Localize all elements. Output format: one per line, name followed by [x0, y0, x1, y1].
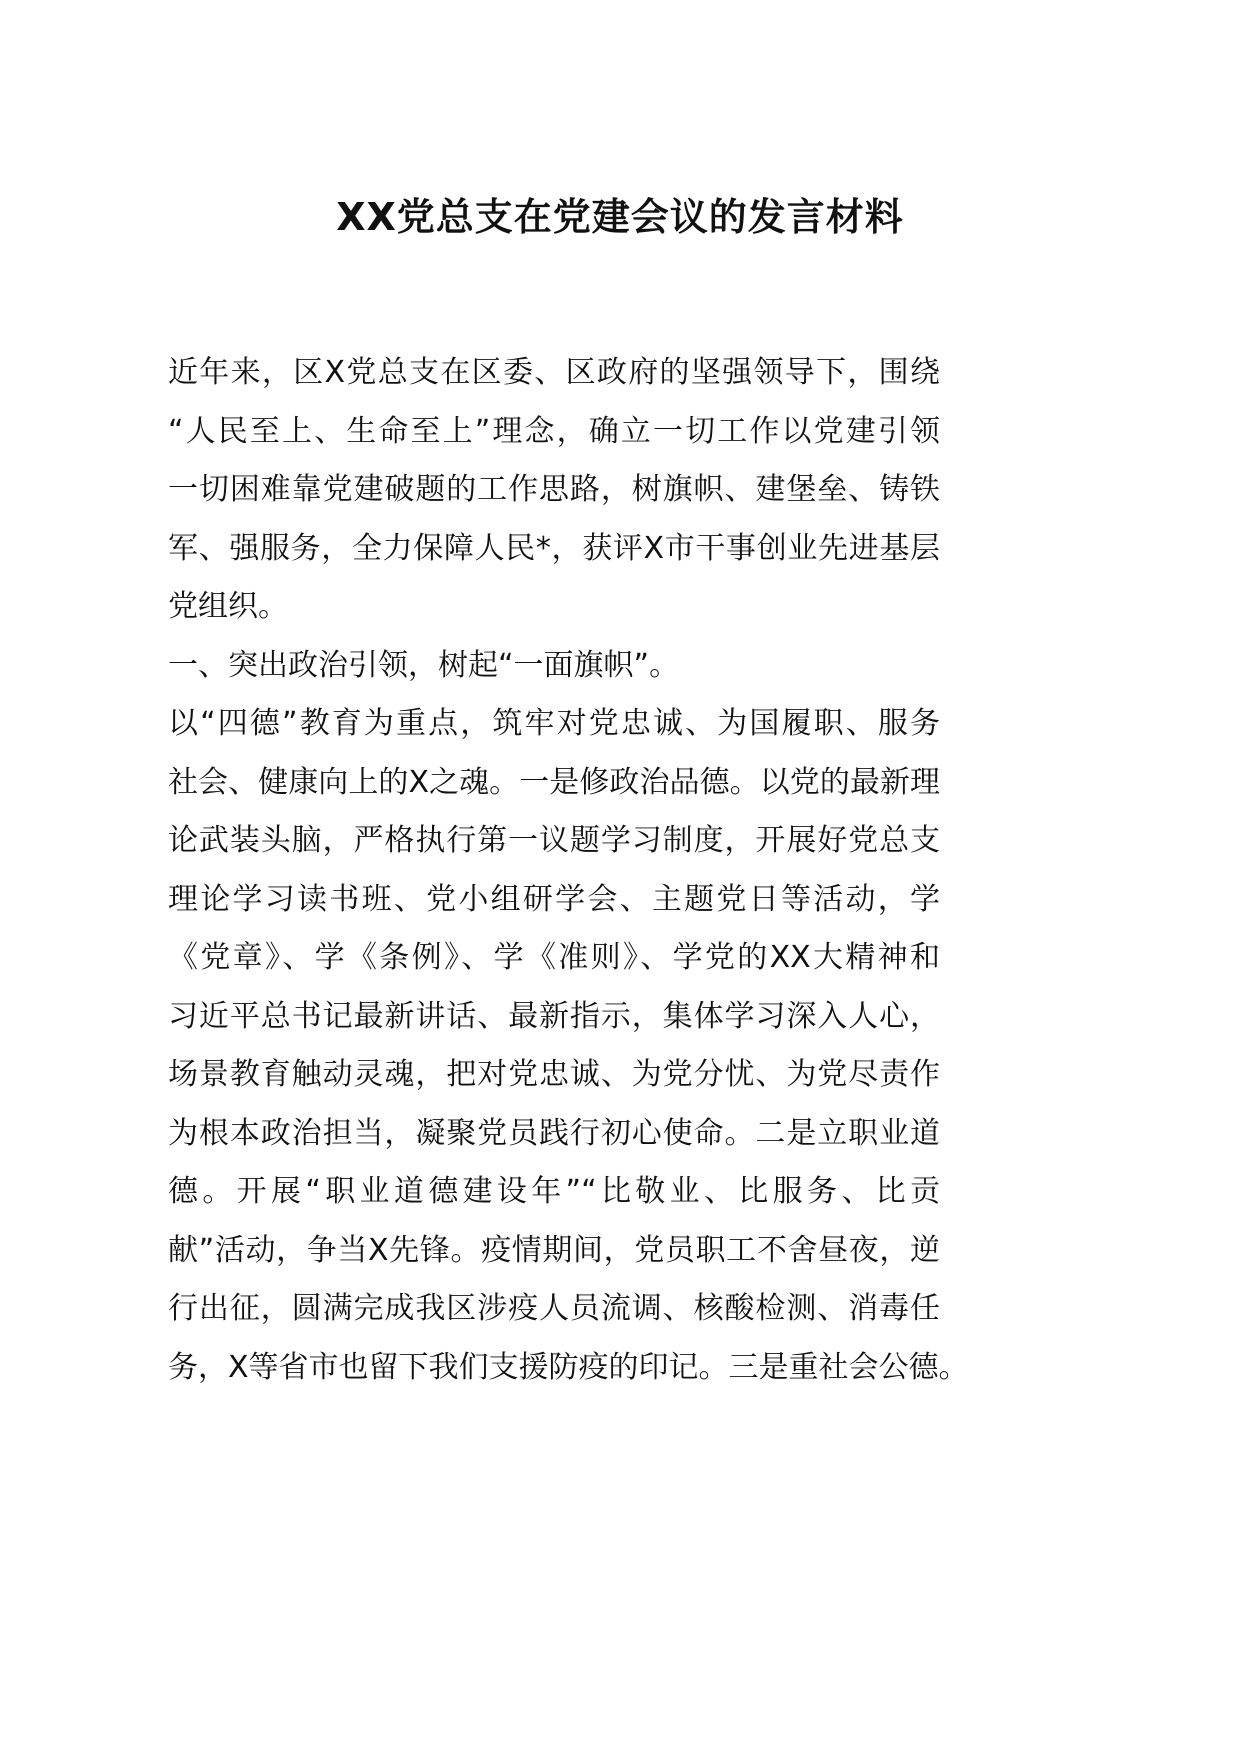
text-line: 社会、健康向上的X之魂。一是修政治品德。以党的最新理: [168, 764, 940, 800]
text-line: 论武装头脑，严格执行第一议题学习制度，开展好党总支: [168, 823, 940, 858]
text-line: 近年来，区X党总支在区委、区政府的坚强领导下，围绕: [168, 355, 940, 390]
text-line: 一切困难靠党建破题的工作思路，树旗帜、建堡垒、铸铁: [168, 472, 940, 507]
text-line: 行出征，圆满完成我区涉疫人员流调、核酸检测、消毒任: [168, 1291, 940, 1326]
text-line: 《党章》、学《条例》、学《准则》、学党的XX大精神和: [168, 940, 940, 975]
text-line: 场景教育触动灵魂，把对党忠诚、为党分忧、为党尽责作: [168, 1057, 940, 1092]
text-line: 德。开展“职业道德建设年”“比敬业、比服务、比贡: [168, 1174, 940, 1209]
section-heading: 一、突出政治引领，树起“一面旗帜”。: [168, 647, 680, 683]
text-line: 党组织。: [168, 589, 288, 624]
text-line: 军、强服务，全力保障人民*，获评X市干事创业先进基层: [168, 530, 940, 566]
text-line: 以“四德”教育为重点，筑牢对党忠诚、为国履职、服务: [168, 706, 940, 741]
document-title: XX党总支在党建会议的发言材料: [336, 195, 904, 239]
text-line: 务，X等省市也留下我们支援防疫的印记。三是重社会公德。: [168, 1349, 969, 1385]
text-line: “人民至上、生命至上”理念，确立一切工作以党建引领: [168, 413, 940, 449]
document-body: [168, 350, 969, 1403]
text-line: 献”活动，争当X先锋。疫情期间，党员职工不舍昼夜，逆: [168, 1232, 940, 1268]
text-line: 习近平总书记最新讲话、最新指示，集体学习深入人心，: [168, 998, 940, 1034]
text-line: 为根本政治担当，凝聚党员践行初心使命。二是立职业道: [168, 1115, 940, 1151]
text-line: 理论学习读书班、党小组研学会、主题党日等活动，学: [168, 881, 940, 917]
